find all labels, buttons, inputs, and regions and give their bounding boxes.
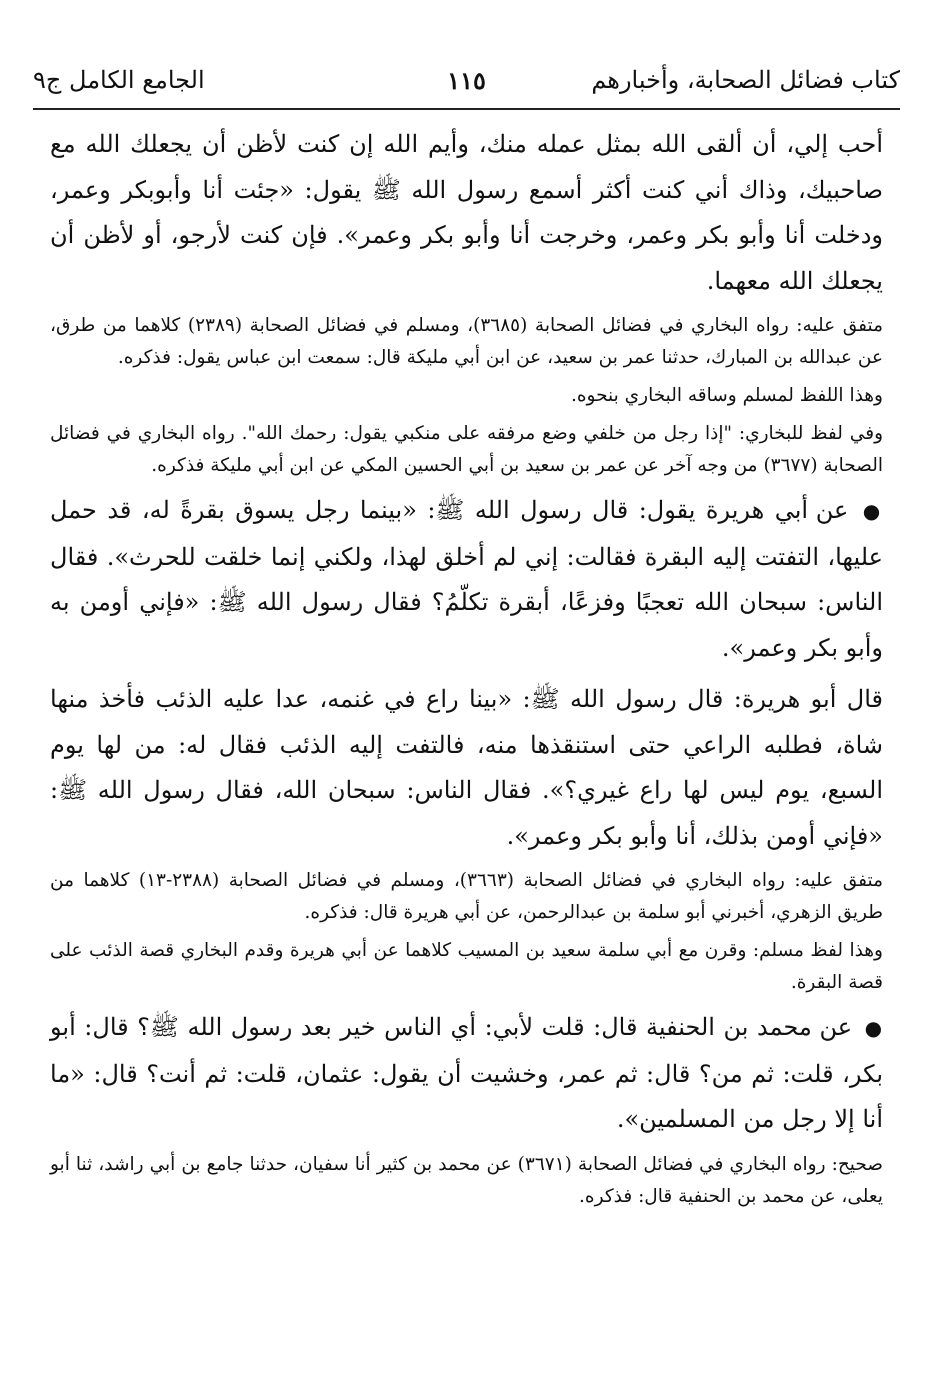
hadith-paragraph: أحب إلي، أن ألقى الله بمثل عمله منك، وأيم الله إن كنت لأظن أن يجعلك الله مع صاحبيك، وذاك أني كنت أكثر أسمع رسول الله ﷺ يقول: «جئت أنا وأبوبكر وعمر، ودخلت أنا وأبو بكر وعمر، وخرجت أنا وأبو بكر وعمر». فإن كنت لأرجو، أو لأظن أن يجعلك الله معهما. bbox=[50, 130, 883, 295]
page-body bbox=[50, 122, 883, 1219]
bullet-icon: ● bbox=[862, 499, 883, 523]
running-header bbox=[33, 62, 900, 104]
takhrij-note: وهذا اللفظ لمسلم وساقه البخاري بنحوه. bbox=[570, 385, 883, 406]
takhrij-note: متفق عليه: رواه البخاري في فضائل الصحابة (٣٦٨٥)، ومسلم في فضائل الصحابة (٢٣٨٩) كلاهما من طرق، عن عبدالله بن المبارك، حدثنا عمر بن سعيد، عن ابن أبي مليكة قال: سمعت ابن عباس يقول: فذكره. bbox=[50, 315, 883, 368]
hadith-paragraph: ● عن محمد بن الحنفية قال: قلت لأبي: أي الناس خير بعد رسول الله ﷺ؟ قال: أبو بكر، قلت: ثم من؟ قال: ثم عمر، وخشيت أن يقول: عثمان، قلت: ثم أنت؟ قال: «ما أنا إلا رجل من المسلمين». bbox=[50, 1013, 884, 1133]
book-section-title: كتاب فضائل الصحابة، وأخبارهم bbox=[591, 66, 900, 94]
takhrij-note: وهذا لفظ مسلم: وقرن مع أبي سلمة سعيد بن المسيب كلاهما عن أبي هريرة وقدم البخاري قصة الذئب على قصة البقرة. bbox=[50, 940, 883, 993]
header-divider bbox=[33, 108, 900, 110]
bullet-icon: ● bbox=[864, 1016, 883, 1040]
takhrij-note: متفق عليه: رواه البخاري في فضائل الصحابة (٣٦٦٣)، ومسلم في فضائل الصحابة (٢٣٨٨-١٣) كلاهما من طريق الزهري، أخبرني أبو سلمة بن عبدالرحمن، عن أبي هريرة قال: فذكره. bbox=[50, 870, 883, 923]
takhrij-note: وفي لفظ للبخاري: "إذا رجل من خلفي وضع مرفقه على منكبي يقول: رحمك الله". رواه البخاري في فضائل الصحابة (٣٦٧٧) من وجه آخر عن عمر بن سعيد بن أبي الحسين المكي عن ابن أبي مليكة فذكره. bbox=[50, 423, 883, 476]
hadith-paragraph: قال أبو هريرة: قال رسول الله ﷺ: «بينا راع في غنمه، عدا عليه الذئب فأخذ منها شاة، فطلبه الراعي حتى استنقذها منه، فالتفت إليه الذئب فقال له: من لها يوم السبع، يوم ليس لها راع غيري؟». فقال الناس: سبحان الله، فقال رسول الله ﷺ: «فإني أومن بذلك، أنا وأبو بكر وعمر». bbox=[50, 685, 883, 850]
page-number: ١١٥ bbox=[447, 66, 486, 95]
book-volume-title: الجامع الكامل ج٩ bbox=[33, 66, 205, 94]
hadith-paragraph: ● عن أبي هريرة يقول: قال رسول الله ﷺ: «بينما رجل يسوق بقرةً له، قد حمل عليها، التفتت إليه البقرة فقالت: إني لم أخلق لهذا، ولكني إنما خلقت للحرث». فقال الناس: سبحان الله تعجبًا وفزعًا، أبقرة تكلّمُ؟ فقال رسول الله ﷺ: «فإني أومن به وأبو بكر وعمر». bbox=[50, 496, 883, 662]
takhrij-note: صحيح: رواه البخاري في فضائل الصحابة (٣٦٧١) عن محمد بن كثير أنا سفيان، حدثنا جامع بن أبي راشد، ثنا أبو يعلى، عن محمد بن الحنفية قال: فذكره. bbox=[50, 1153, 883, 1207]
